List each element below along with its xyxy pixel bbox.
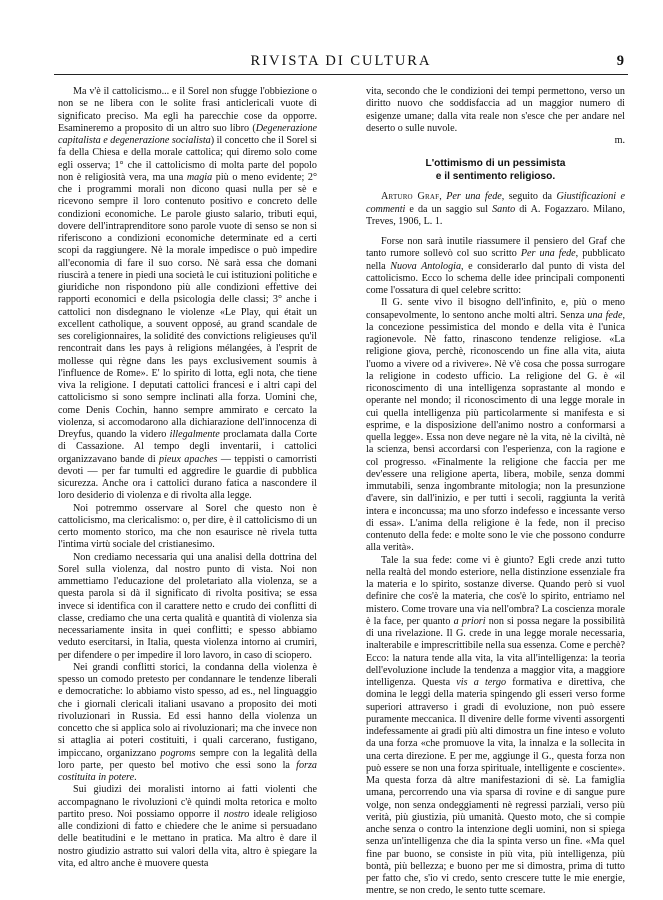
text-run: vita, secondo che le condizioni dei tempi permettono, verso un diritto nuovo che soddisfaccia ad un maggior numero di esigenze umane; dalla vita reale non s'esce che per andare nel deserto o sulle nuvole. bbox=[366, 86, 625, 134]
text-run: proclamata dalla Corte di Cassazione. Al tempo degli inventarii, i cattolici organizzavano bande di bbox=[58, 429, 317, 465]
text-run: — teppisti o camorristi devoti — per far tumulti ed aggredire le guardie di pubblica sicurezza. Anche ora i cattolici durano fatica a nascondere il loro desiderio di violenza e di rivolta alla legge. bbox=[58, 453, 317, 502]
italic-text: Per una fede bbox=[520, 248, 576, 260]
text-run: , la concezione pessimistica del mondo e della vita è l'unica ragionevole. Nè fatto, rinascono tendenze religiose. «La religione giova, perchè, riconoscendo un fine alla vita, aiuta l'uomo a vivere od a rivivere». Nè v'è cosa che possa surrogare la religione in codesto ufficio. La religione del G. è «il riconoscimento di una intelligenza soprastante al mondo e operante nel mondo; il riconoscimento di una legge morale in cui quella intelligenza più particolarmente si manifesta e si esprime, e la disposizione dell'animo nostro a conformarsi a quella legge». Essa non deve negare nè la vita, nè la civiltà, nè la scienza, bensì accordarsi con l'esperienza, con la ragione e col progresso. «Finalmente la religione che faccia per me dev'essere una religione aperta, libera, mobile, senza dommi immutabili, senza ingombrante mitologia; non la presunzione d'avere, sin dall'inizio, e per tutti i secoli, raggiunta la verità intera e inconcussa; ma uno sforzo indefesso e incessante verso di essa». L'anima della religione è la fede, non il preciso contenuto della fede: e molte sono le vie che possono condurre alla verità». bbox=[366, 309, 626, 554]
italic-text: nostro bbox=[223, 808, 250, 820]
text-run: Non crediamo necessaria qui una analisi della dottrina del Sorel sulla violenza, dal nostro punto di vista. Noi non ammettiamo l'educazione del proletariato alla violenza, se a questa parola si dà il significato di rivolta positiva; se essa invece si identifica con il carattere netto e crudo dei conflitti di classe, crediamo che una certa qualità e quantità di violenza sia necessariamente insita in quei conflitti; e spesso abbiamo veduto esercitarsi, in Italia, questa violenza intorno ai crumiri, per difendere o per impedire il loro lavoro, in caso di sciopero. bbox=[58, 551, 317, 661]
text-run: e da un saggio sul bbox=[405, 203, 493, 215]
text-run: , seguito da bbox=[501, 191, 557, 203]
text-run: Noi potremmo osservare al Sorel che questo non è cattolicismo, ma clericalismo: o, per dire, è il cattolicismo di un certo momento storico, ma che non esaurisce nè rivela tutta l'intima virtù sociale del cristianesimo. bbox=[58, 502, 317, 551]
text-run: Nei grandi conflitti storici, la condanna della violenza è spesso un comodo pretesto per condannare le tendenze liberali e democratiche: lo abbiamo visto spesso, ad es., nel linguaggio che i giornali clericali italiani usavano a proposito dei moti rivoluzionari in Russia. Ed essi hanno della violenza un concetto che si applica solo ai rivoluzionari; ma che invece non si attaglia ai poteri costituiti, i quali carcerano, fustigano, impiccano, organizzano bbox=[58, 661, 317, 759]
running-title: RIVISTA DI CULTURA bbox=[250, 53, 432, 69]
italic-text: una fede bbox=[587, 309, 623, 321]
italic-text: forza costituita in potere bbox=[58, 759, 317, 783]
right-column bbox=[366, 86, 626, 897]
paragraph bbox=[366, 555, 625, 898]
text-run: ideale religioso alle condizioni di fatto e chiedere che le anime si persuadano delle beatitudini e le mettano in pratica. Ma altro è dare il nostro giudizio astratto sui valori della vita, altro è spiegare la vita, ed altro anche è muovere questa bbox=[58, 808, 317, 869]
paragraph bbox=[58, 503, 317, 552]
italic-text: Nuova Antologia bbox=[390, 260, 462, 272]
text-run: più o meno evidente; 2° che i programmi morali non dicono quasi nulla per sè e ricevono sempre il loro contenuto positivo e concreto delle condizioni economiche. Le parole giusto salario, tributi equi, dovere dell'intraprenditore sono parole vuote di senso se non si riferiscono a condizioni economiche determinate ed a certi scopi da raggiungere. Nè la morale impedisce o può impedire all'economia di fare il suo corso. Nè sarà essa che domani riuscirà a tenere in piedi una società le cui istituzioni politiche e giuridiche non rispondono più alle condizioni effettive dei rapporti economici e della psicologia delle classi; 3° anche i cattolici non disdegnano le violenze «Le Play, qui était un excellent catholique, a souvent opposé, au grand scandale de ses coreligionnaires, la solidité des convictions religieuses qu'il rencontrait dans les pays à religions mélangées, à l'esprit de mollesse qui règne dans les pays exclusivement soumis à l'influence de Rome». E' lo spirito di lotta, egli nota, che tiene viva la religione. I deputati cattolici francesi e i altri capi del cattolicismo si sono sempre inclinati alla forza. Uomini che, come Denis Cochin, hanno sempre ammirato e cercato la violenza, si accomodarono alla dichiarazione dell'innocenza di Dreyfus, quando la videro bbox=[58, 171, 317, 440]
text-run: Forse non sarà inutile riassumere il pensiero del Graf che tanto rumore sollevò col suo scritto bbox=[366, 236, 625, 260]
bibliographic-reference bbox=[366, 191, 625, 228]
text-run: ) il concetto che il Sorel si fa della Chiesa e della morale cattolica; qui diremo solo come egli osserva; 1° che il cattolicismo di molta parte del popolo non è religiosità vera, ma una bbox=[58, 135, 317, 183]
italic-text: vis a tergo bbox=[456, 677, 507, 688]
page-number: 9 bbox=[616, 53, 624, 69]
section-title-line: e il sentimento religioso. bbox=[435, 171, 556, 183]
text-run: formativa e direttiva, che domina le leggi della materia spingendo gli esseri verso forme superiori attraverso i gradi di evoluzione, non può essere puramente meccanica. Il divenire delle forme viventi assorgenti indefessamente ai gradi più alti dimostra un fine inteso e voluto da una forza «che promuove la vita, la innalza e la sollecita in una certa direzione. E per me, aggiunge il G., questa forza non può essere se non una forza spirituale, intelligente e cosciente». Ma questa forza dà altre manifestazioni di sè. La famiglia umana, percorrendo una via sparsa di rovine e di sangue pure volge, non senza ondeggiamenti nè regressi parziali, verso più verità, più giustizia, più umanità. Questo moto, che si compie anche senza o contro la intenzione degli uomini, non si spiega senza un'intelligenza che dia la spinta verso un fine. «Ma quel fine par buono, se consiste in più vita, più intelligenza, più bontà, più bellezza; e buono per me si dimostra, prima di tutto per fatto che, s'io vi credo, sento crescere tutte le mie energie, mentre, se non credo, le sento tutte scemare. bbox=[366, 677, 625, 897]
paragraph bbox=[366, 297, 625, 554]
text-run: Ma v'è il cattolicismo... e il Sorel non sfugge l'obbiezione o non se ne libera con le solite frasi anticlericali vuote di significato preciso. Ma eglì ha parecchie cose da opporre. Esamineremo a proposito di un altro suo libro ( bbox=[58, 86, 317, 134]
paragraph bbox=[58, 552, 317, 662]
text-run: non si possa negare la possibilità di una rivelazione. Il G. crede in una legge morale necessaria, inalterabile e imprescrittibile nella sua essenza. Come e perchè? Ecco: la natura tende alla vita, la vita all'intelligenza: la teoria dell'evoluzione include la tendenza a maggior vita, a maggiore intelligenza. Questa bbox=[366, 615, 626, 688]
italic-text: a priori bbox=[453, 615, 486, 627]
italic-text: Degenerazione capitalista e degenerazione socialista bbox=[58, 122, 317, 146]
author-signature: m. bbox=[614, 135, 625, 146]
paragraph bbox=[366, 86, 625, 135]
italic-text: Per una fede bbox=[446, 191, 502, 203]
text-run: Sui giudizi dei moralisti intorno ai fatti violenti che accompagnano le rivoluzioni c'è quindi molta retorica e molto partito preso. Noi possiamo opporre il bbox=[58, 784, 317, 820]
page-header bbox=[54, 50, 628, 75]
italic-text: pogroms bbox=[160, 747, 196, 759]
paragraph bbox=[58, 86, 317, 503]
text-run: , bbox=[439, 191, 447, 203]
paragraph bbox=[366, 236, 625, 297]
text-run: , pubblicato nella bbox=[366, 248, 625, 272]
paragraph bbox=[58, 662, 317, 785]
italic-text: illegalmente bbox=[169, 429, 220, 440]
section-title bbox=[366, 157, 625, 183]
left-column bbox=[58, 86, 317, 886]
italic-text: magia bbox=[186, 171, 213, 183]
author-name: Arturo Graf bbox=[381, 191, 440, 203]
italic-text: Giustificazioni e commenti bbox=[366, 191, 626, 215]
text-run: Tale la sua fede: come vi è giunto? Egli crede anzi tutto nella realtà del mondo esteriore, nella distinzione essenziale fra la materia e lo spirito, sostanze diverse. Quando però si vuol definire che cos'è la materia, che cos'è lo spirito, entriamo nel mistero. Come trovare una via nell'ombra? La coscienza morale è la face, per quanto bbox=[366, 554, 625, 627]
text-run: sempre con la legalità della loro parte, per questo bel motivo che essi sono la bbox=[58, 747, 317, 771]
text-run: Il G. sente vivo il bisogno dell'infinito, e, più o meno consapevolmente, lo sentono anche molti altri. Senza bbox=[366, 297, 625, 321]
italic-text: pieux apaches bbox=[159, 453, 218, 465]
text-run: , e considerarlo dal punto di vista del cattolicismo. Ecco lo schema delle idee principali componenti come l'ossatura di quel celebre scritto: bbox=[366, 260, 625, 296]
text-run: . bbox=[134, 772, 137, 783]
text-run: di A. Fogazzaro. Milano, Treves, 1906, L. 1. bbox=[366, 203, 625, 227]
paragraph bbox=[58, 784, 317, 870]
section-title-line: L'ottimismo di un pessimista bbox=[425, 158, 566, 170]
italic-text: Santo bbox=[492, 203, 516, 215]
